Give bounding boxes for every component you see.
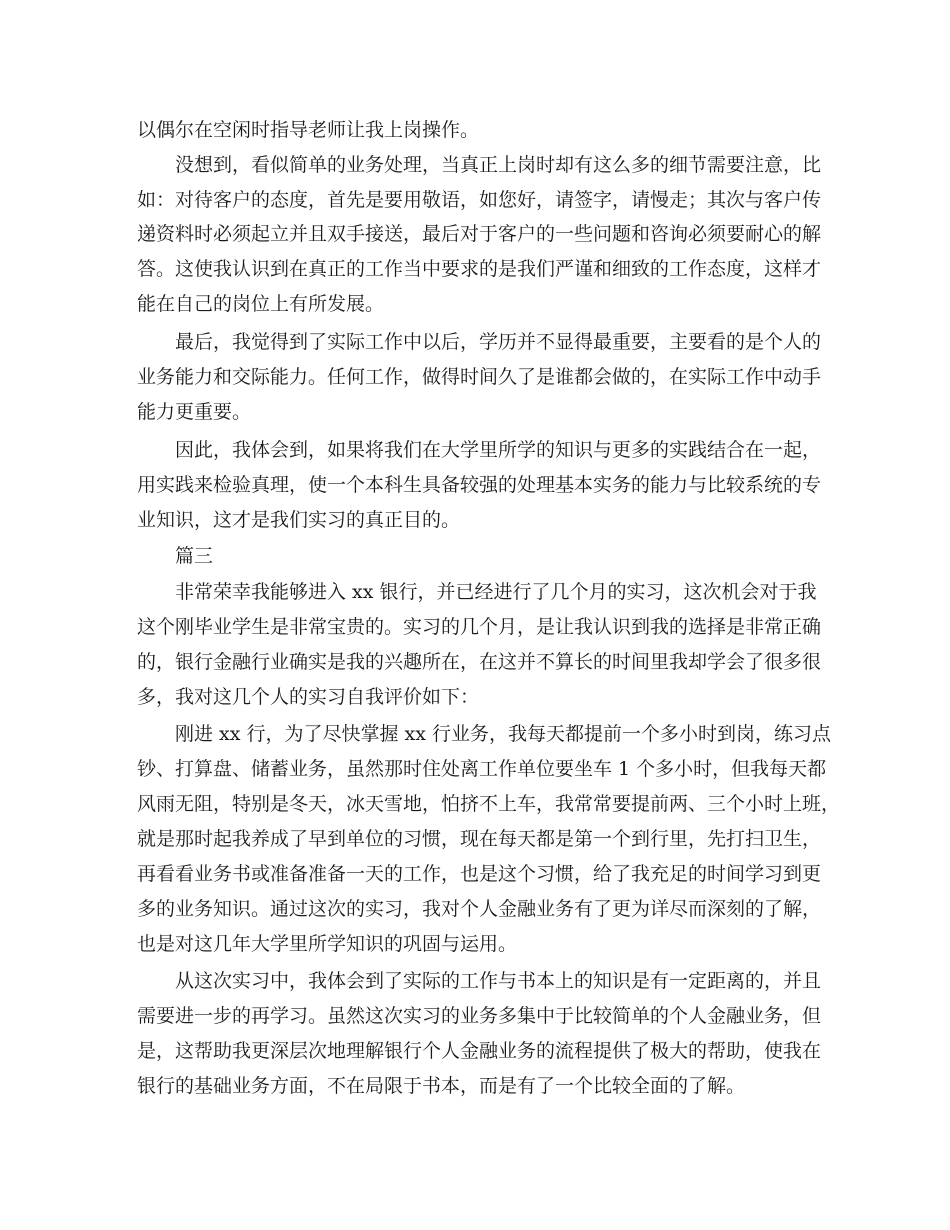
paragraph-start-line: 因此，我体会到，如果将我们在大学里所学的知识与更多的实践结合在一起， bbox=[175, 439, 822, 461]
text-line: 业知识，这才是我们实习的真正目的。 bbox=[137, 509, 461, 531]
text-line: 能在自己的岗位上有所发展。 bbox=[137, 293, 385, 315]
text-line: 以偶尔在空闲时指导老师让我上岗操作。 bbox=[137, 119, 480, 141]
text-line: 就是那时起我养成了早到单位的习惯，现在每天都是第一个到行里，先打扫卫生， bbox=[137, 828, 822, 850]
text-line: 再看看业务书或准备准备一天的工作，也是这个习惯，给了我充足的时间学习到更 bbox=[137, 863, 822, 885]
text-line: 多，我对这几个人的实习自我评价如下： bbox=[137, 686, 480, 708]
text-line: 这个刚毕业学生是非常宝贵的。实习的几个月，是让我认识到我的选择是非常正确 bbox=[137, 616, 822, 638]
text-line: 多的业务知识。通过这次的实习，我对个人金融业务有了更为详尽而深刻的了解， bbox=[137, 898, 822, 920]
section-heading: 篇三 bbox=[175, 545, 214, 567]
text-line: 答。这使我认识到在真正的工作当中要求的是我们严谨和细致的工作态度，这样才 bbox=[137, 258, 822, 280]
text-line: 风雨无阻，特别是冬天，冰天雪地，怕挤不上车，我常常要提前两、三个小时上班， bbox=[137, 793, 841, 815]
text-line: 业务能力和交际能力。任何工作，做得时间久了是谁都会做的，在实际工作中动手 bbox=[137, 366, 822, 388]
paragraph-start-line: 刚进 xx 行，为了尽快掌握 xx 行业务，我每天都提前一个多小时到岗，练习点 bbox=[175, 723, 832, 745]
text-line: 是，这帮助我更深层次地理解银行个人金融业务的流程提供了极大的帮助，使我在 bbox=[137, 1040, 822, 1062]
text-line: 需要进一步的再学习。虽然这次实习的业务多集中于比较简单的个人金融业务，但 bbox=[137, 1005, 822, 1027]
text-line: 也是对这几年大学里所学知识的巩固与运用。 bbox=[137, 933, 518, 955]
text-line: 钞、打算盘、储蓄业务，虽然那时住处离工作单位要坐车 1 个多小时，但我每天都 bbox=[137, 758, 827, 780]
paragraph-start-line: 没想到，看似简单的业务处理，当真正上岗时却有这么多的细节需要注意，比 bbox=[175, 154, 822, 176]
paragraph-start-line: 最后，我觉得到了实际工作中以后，学历并不显得最重要，主要看的是个人的 bbox=[175, 331, 822, 353]
text-line: 递资料时必须起立并且双手接送，最后对于客户的一些问题和咨询必须要耐心的解 bbox=[137, 223, 822, 245]
text-line: 能力更重要。 bbox=[137, 401, 252, 423]
paragraph-start-line: 从这次实习中，我体会到了实际的工作与书本上的知识是有一定距离的，并且 bbox=[175, 970, 822, 992]
paragraph-start-line: 非常荣幸我能够进入 xx 银行，并已经进行了几个月的实习，这次机会对于我 bbox=[175, 581, 817, 603]
text-line: 银行的基础业务方面，不在局限于书本，而是有了一个比较全面的了解。 bbox=[137, 1075, 746, 1097]
text-line: 如：对待客户的态度，首先是要用敬语，如您好，请签字，请慢走；其次与客户传 bbox=[137, 189, 822, 211]
text-line: 的，银行金融行业确实是我的兴趣所在，在这并不算长的时间里我却学会了很多很 bbox=[137, 651, 822, 673]
text-line: 用实践来检验真理，使一个本科生具备较强的处理基本实务的能力与比较系统的专 bbox=[137, 474, 822, 496]
